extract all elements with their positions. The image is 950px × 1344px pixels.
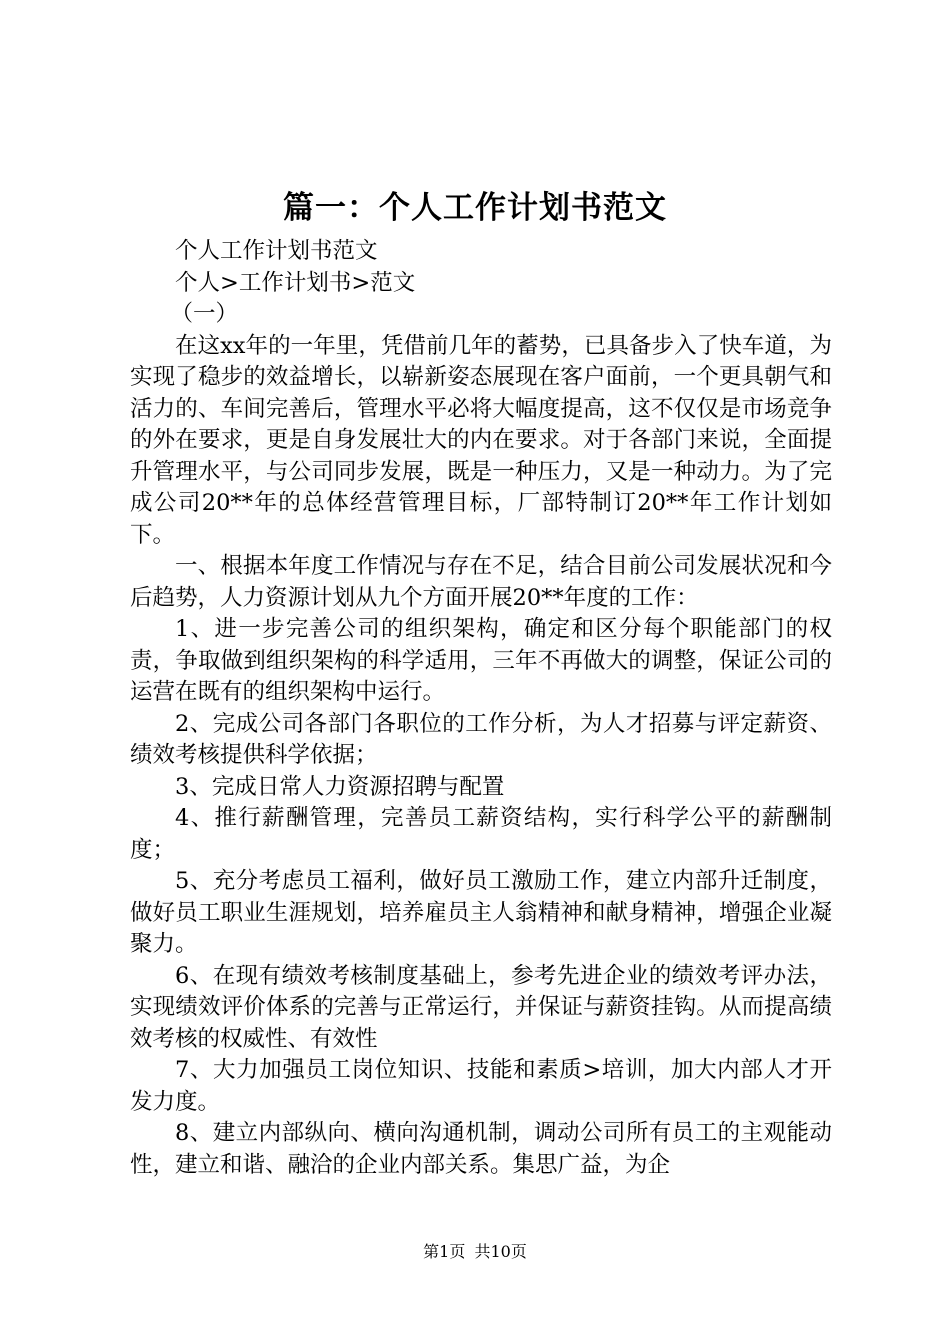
paragraph-breadcrumb: 个人>工作计划书>范文 bbox=[175, 269, 416, 296]
paragraph-item-1: 1、进一步完善公司的组织架构，确定和区分每个职能部门的权责，争取做到组织架构的科学适用，三年不再做大的调整，保证公司的运营在既有的组织架构中运行。 bbox=[130, 616, 832, 705]
paragraph-item-8: 8、建立内部纵向、横向沟通机制，调动公司所有员工的主观能动性，建立和谐、融洽的企业内部关系。集思广益，为企 bbox=[130, 1120, 832, 1178]
document-body bbox=[130, 236, 832, 1181]
paragraph-item-6: 6、在现有绩效考核制度基础上，参考先进企业的绩效考评办法，实现绩效评价体系的完善与正常运行，并保证与薪资挂钩。从而提高绩效考核的权威性、有效性 bbox=[130, 962, 832, 1052]
paragraph-subtitle: 个人工作计划书范文 bbox=[175, 238, 378, 264]
paragraph-item-7: 7、大力加强员工岗位知识、技能和素质>培训，加大内部人才开发力度。 bbox=[130, 1057, 832, 1115]
paragraph-section-number: （一） bbox=[170, 301, 239, 327]
paragraph-item-4: 4、推行薪酬管理，完善员工薪资结构，实行科学公平的薪酬制度； bbox=[130, 805, 832, 863]
paragraph-item-2: 2、完成公司各部门各职位的工作分析，为人才招募与评定薪资、绩效考核提供科学依据； bbox=[130, 710, 832, 768]
page-number: 第1页 bbox=[423, 1242, 466, 1261]
document-title: 篇一：个人工作计划书范文 bbox=[283, 190, 667, 226]
paragraph-intro: 在这xx年的一年里，凭借前几年的蓄势，已具备步入了快车道，为实现了稳步的效益增长，以崭新姿态展现在客户面前，一个更具朝气和活力的、车间完善后，管理水平必将大幅度提高，这不仅仅是市场竞争的外在要求，更是自身发展壮大的内在要求。对于各部门来说，全面提升管理水平，与公司同步发展，既是一种压力，又是一种动力。为了完成公司20**年的总体经营管理目标，厂部特制订20**年工作计划如下。 bbox=[130, 332, 832, 548]
paragraph-item-5: 5、充分考虑员工福利，做好员工激励工作，建立内部升迁制度，做好员工职业生涯规划，培养雇员主人翁精神和献身精神，增强企业凝聚力。 bbox=[130, 868, 832, 957]
paragraph-section-one: 一、根据本年度工作情况与存在不足，结合目前公司发展状况和今后趋势，人力资源计划从九个方面开展20**年度的工作： bbox=[130, 553, 832, 611]
paragraph-item-3: 3、完成日常人力资源招聘与配置 bbox=[175, 773, 505, 800]
page-footer bbox=[0, 1240, 950, 1264]
page-total: 共10页 bbox=[474, 1242, 527, 1261]
